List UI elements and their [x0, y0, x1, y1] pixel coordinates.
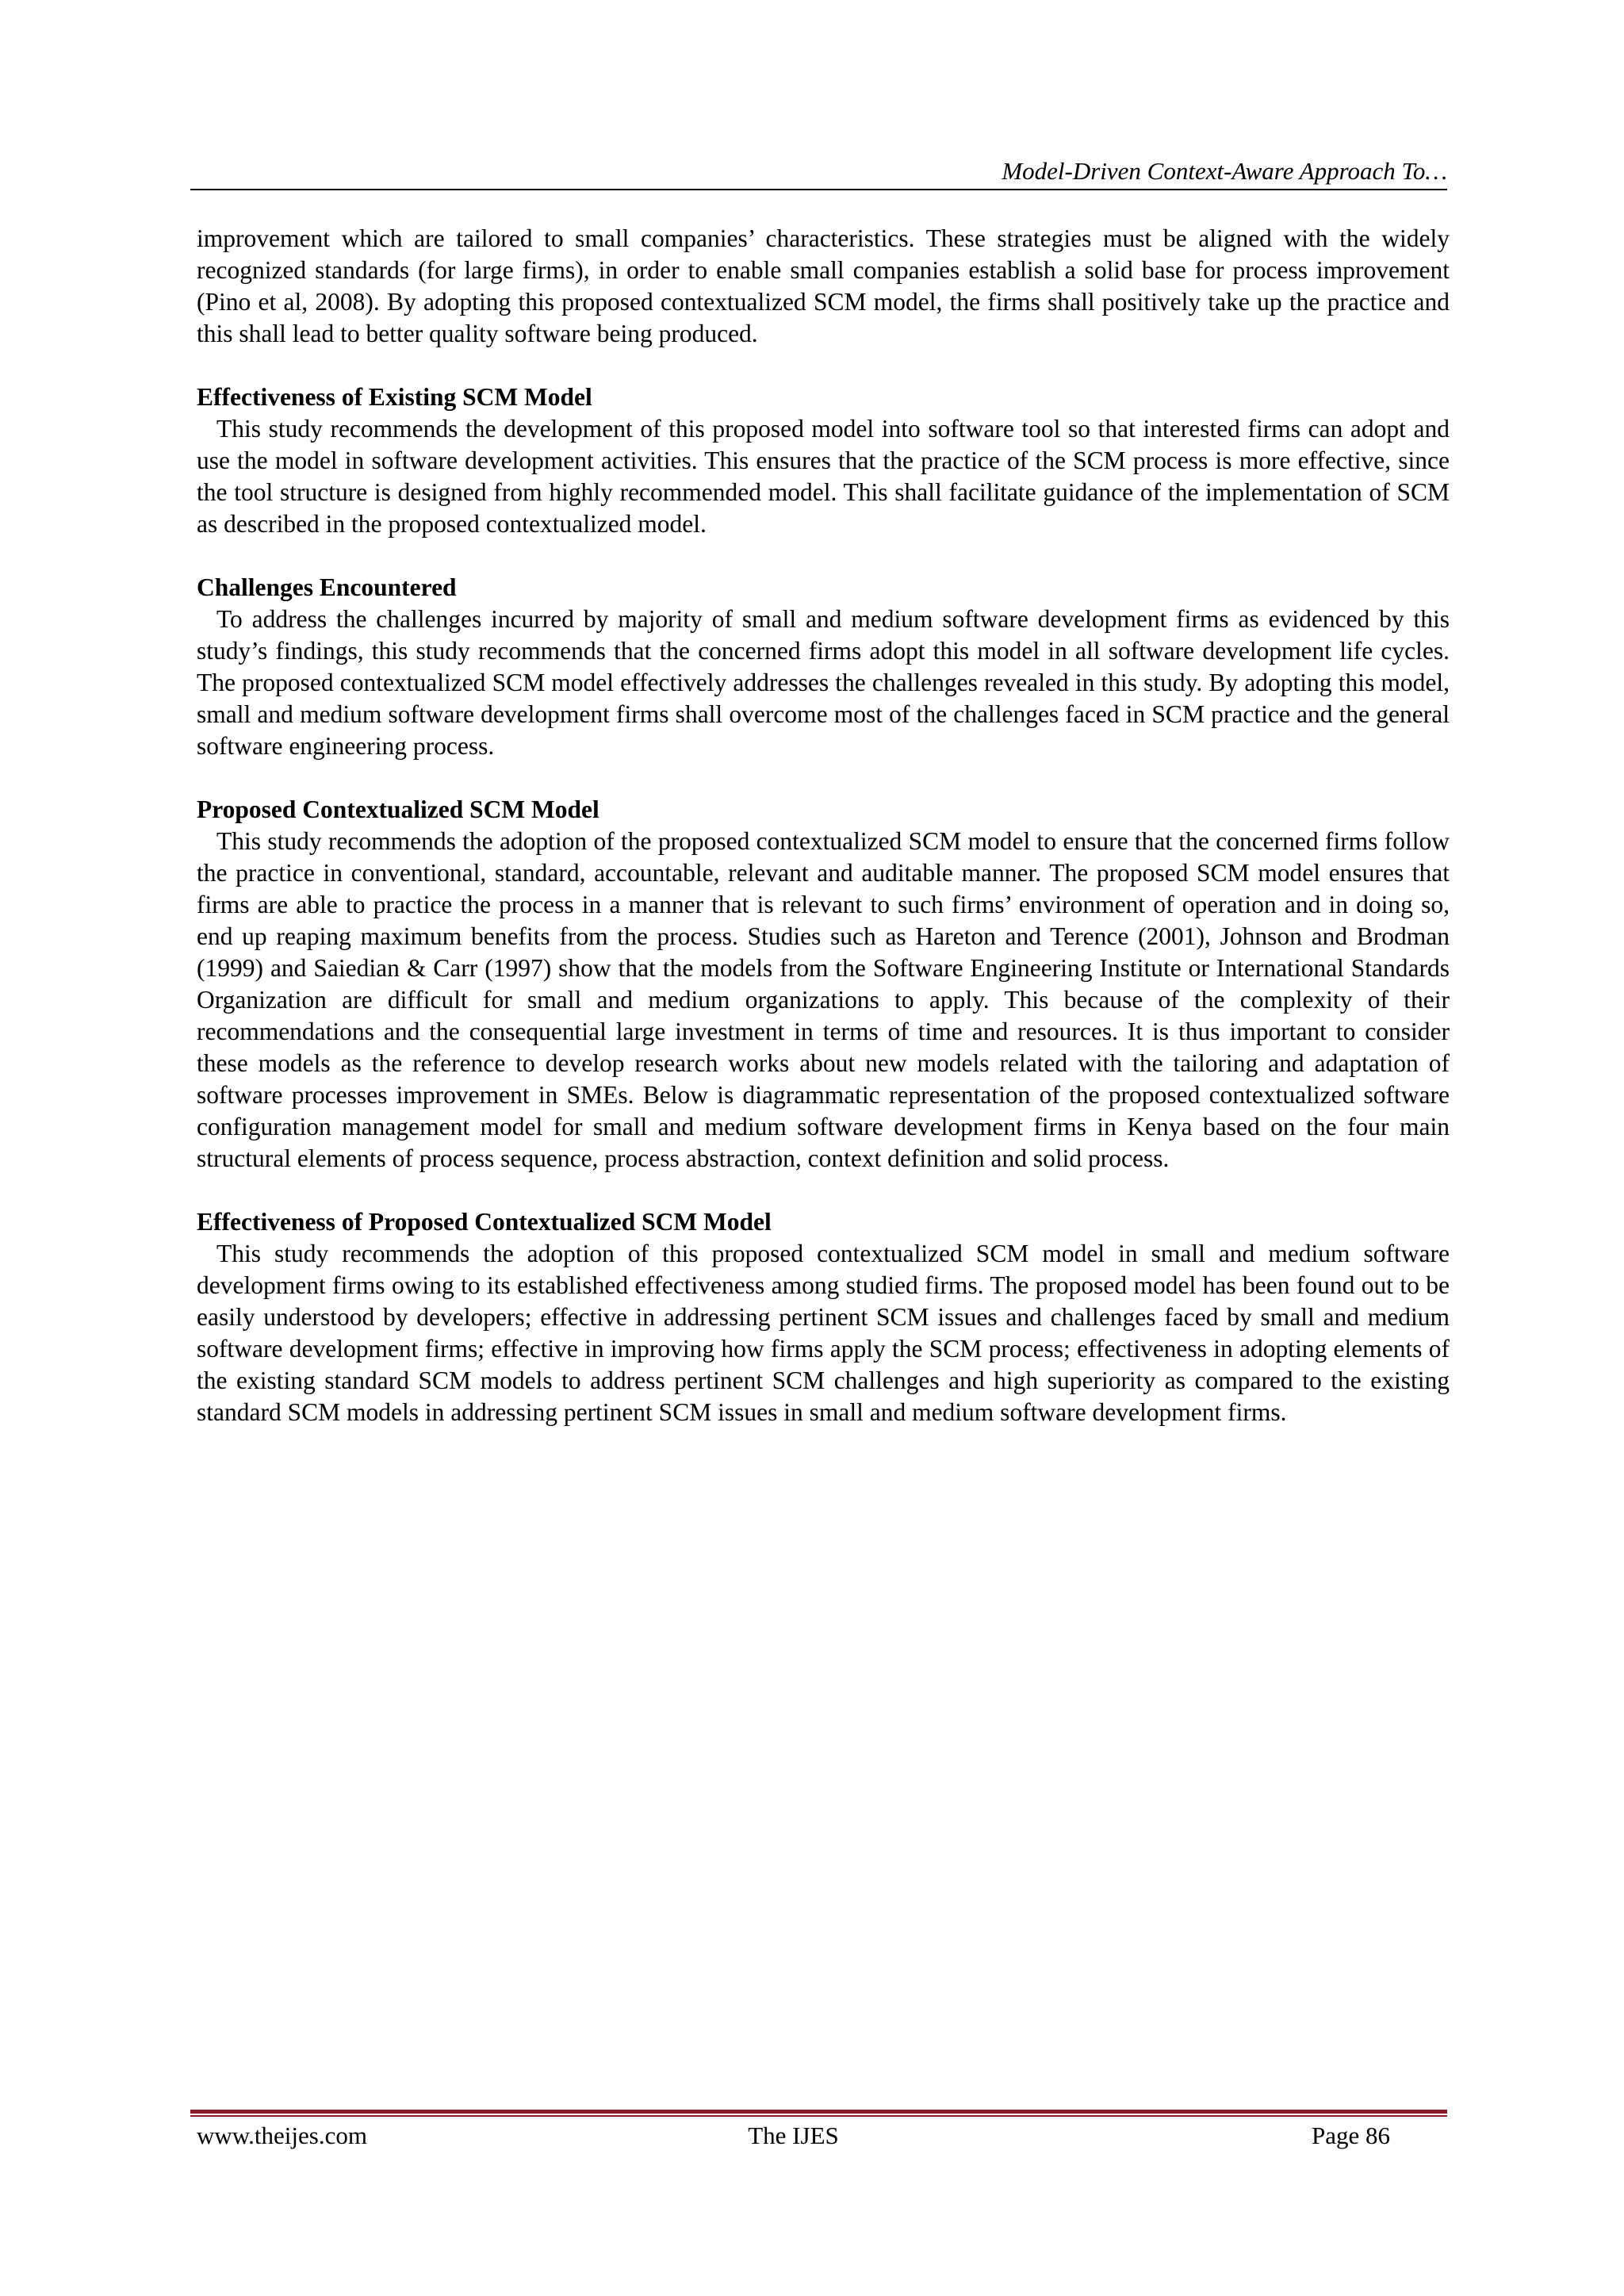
- section-effectiveness-proposed-scm-model: [197, 1206, 1450, 1428]
- section-heading: Effectiveness of Proposed Contextualized SCM Model: [197, 1208, 772, 1236]
- page-body: [197, 223, 1450, 1428]
- section-heading: Proposed Contextualized SCM Model: [197, 795, 599, 823]
- section-challenges-encountered: [197, 572, 1450, 762]
- footer-website-link[interactable]: www.theijes.com: [197, 2122, 367, 2149]
- footer-journal-name: The IJES: [748, 2122, 839, 2149]
- section-paragraph: This study recommends the adoption of the proposed contextualized SCM model to ensure that the concerned firms follow the practice in conventional, standard, accountable, relevant and auditable manner. The proposed SCM model ensures that firms are able to practice the process in a manner that is relevant to such firms’ environment of operation and in doing so, end up reaping maximum benefits from the process. Studies such as Hareton and Terence (2001), Johnson and Brodman (1999) and Saiedian & Carr (1997) show that the models from the Software Engineering Institute or International Standards Organization are difficult for small and medium organizations to apply. This because of the complexity of their recommendations and the consequential large investment in terms of time and resources. It is thus important to consider these models as the reference to develop research works about new models related with the tailoring and adaptation of software processes improvement in SMEs. Below is diagrammatic representation of the proposed contextualized software configuration management model for small and medium software development firms in Kenya based on the four main structural elements of process sequence, process abstraction, context definition and solid process.: [197, 827, 1450, 1172]
- section-paragraph: This study recommends the adoption of this proposed contextualized SCM model in small and medium software development firms owing to its established effectiveness among studied firms. The proposed model has been found out to be easily understood by developers; effective in addressing pertinent SCM issues and challenges faced by small and medium software development firms; effective in improving how firms apply the SCM process; effectiveness in adopting elements of the existing standard SCM models to address pertinent SCM challenges and high superiority as compared to the existing standard SCM models in addressing pertinent SCM issues in small and medium software development firms.: [197, 1240, 1450, 1426]
- header-rule: [190, 189, 1447, 190]
- section-heading: Challenges Encountered: [197, 573, 457, 601]
- page-footer: [197, 2119, 1390, 2152]
- section-heading: Effectiveness of Existing SCM Model: [197, 383, 592, 411]
- footer-rule: [190, 2110, 1447, 2114]
- intro-paragraph: improvement which are tailored to small companies’ characteristics. These strategies must be aligned with the widely recognized standards (for large firms), in order to enable small companies establish a solid base for process improvement (Pino et al, 2008). By adopting this proposed contextualized SCM model, the firms shall positively take up the practice and this shall lead to better quality software being produced.: [197, 224, 1450, 347]
- footer-page-number: Page 86: [1311, 2122, 1390, 2149]
- footer-rule-thin: [190, 2115, 1447, 2117]
- running-header: Model-Driven Context-Aware Approach To…: [1002, 157, 1447, 185]
- section-paragraph: This study recommends the development of this proposed model into software tool so that interested firms can adopt and use the model in software development activities. This ensures that the practice of the SCM process is more effective, since the tool structure is designed from highly recommended model. This shall facilitate guidance of the implementation of SCM as described in the proposed contextualized model.: [197, 415, 1450, 538]
- section-paragraph: To address the challenges incurred by majority of small and medium software development firms as evidenced by this study’s findings, this study recommends that the concerned firms adopt this model in all software development life cycles. The proposed contextualized SCM model effectively addresses the challenges revealed in this study. By adopting this model, small and medium software development firms shall overcome most of the challenges faced in SCM practice and the general software engineering process.: [197, 605, 1450, 760]
- section-effectiveness-existing-scm-model: [197, 381, 1450, 540]
- section-proposed-contextualized-scm-model: [197, 794, 1450, 1175]
